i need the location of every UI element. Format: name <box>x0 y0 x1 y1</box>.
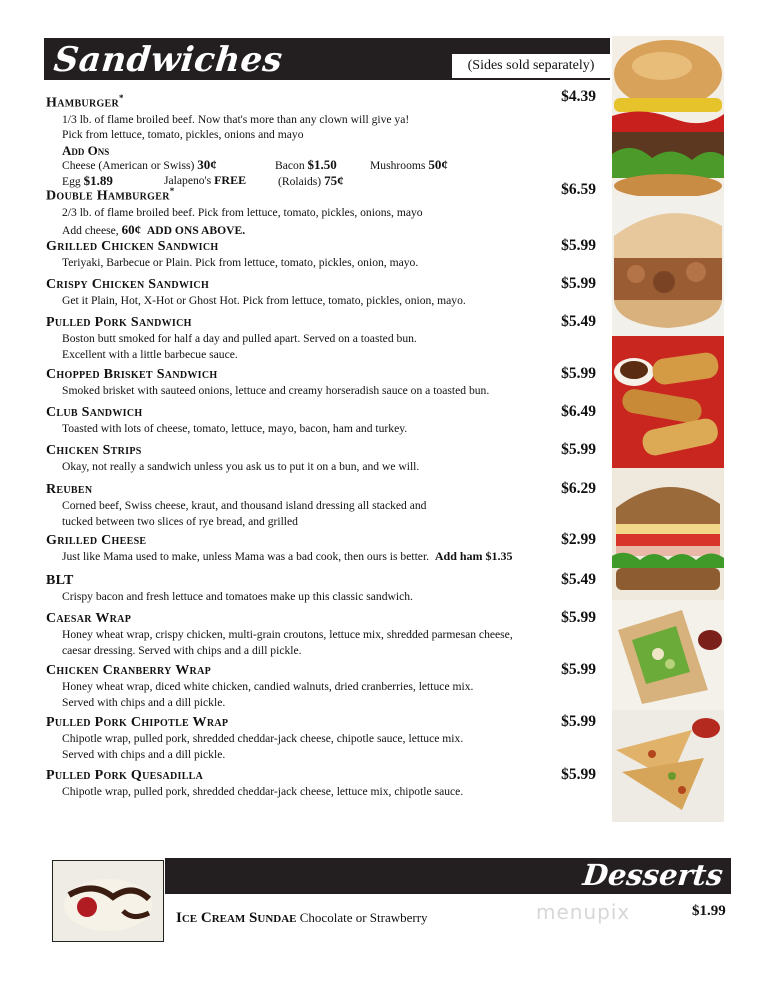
menu-item-crispy-chicken <box>46 277 596 309</box>
desserts-title: Desserts <box>581 858 725 892</box>
item-desc: Get it Plain, Hot, X-Hot or Ghost Hot. Pick from lettuce, tomato, pickles, onion, mayo. <box>62 294 466 307</box>
item-price: $6.29 <box>561 480 596 497</box>
item-name: Chopped Brisket Sandwich <box>46 367 218 382</box>
item-desc: Chipotle wrap, pulled pork, shredded cheddar-jack cheese, lettuce mix, chipotle sauce. <box>62 785 464 798</box>
menu-item-grilled-cheese <box>46 533 596 565</box>
dessert-price: $1.99 <box>692 903 726 919</box>
menu-item-pulled-pork-chipotle-wrap <box>46 715 596 762</box>
menu-item-chopped-brisket <box>46 367 596 399</box>
item-desc: Excellent with a little barbecue sauce. <box>62 347 238 361</box>
item-price: $5.99 <box>561 661 596 678</box>
item-desc: Teriyaki, Barbecue or Plain. Pick from lettuce, tomato, pickles, onion, mayo. <box>62 256 419 269</box>
item-extra: Add cheese, 60¢ ADD ONS ABOVE. <box>62 222 246 238</box>
item-desc: Crispy bacon and fresh lettuce and tomatoes make up this classic sandwich. <box>62 590 413 603</box>
item-name: Hamburger <box>46 95 120 111</box>
item-name: Club Sandwich <box>46 405 143 420</box>
item-name: Pulled Pork Chipotle Wrap <box>46 715 229 730</box>
addon-jalapeno: Jalapeno's FREE <box>164 172 247 187</box>
item-name: Chicken Strips <box>46 443 142 458</box>
quesadilla-photo <box>612 710 724 822</box>
item-name: BLT <box>46 573 74 588</box>
item-name: Pulled Pork Quesadilla <box>46 768 204 783</box>
chicken-strips-photo <box>612 336 724 468</box>
dessert-name: Ice Cream Sundae <box>176 910 297 926</box>
item-price: $5.99 <box>561 275 596 292</box>
item-desc: Just like Mama used to make, unless Mama was a bad cook, then ours is better. <box>62 550 430 563</box>
item-price: $5.99 <box>561 766 596 783</box>
menu-item-double-hamburger <box>46 183 596 239</box>
menu-item-caesar-wrap <box>46 611 596 658</box>
addon-mushrooms: Mushrooms 50¢ <box>370 156 448 172</box>
asterisk: * <box>119 93 124 103</box>
club-sandwich-photo <box>612 468 724 600</box>
add-ham: Add ham $1.35 <box>434 549 513 563</box>
item-desc: Served with chips and a dill pickle. <box>62 747 226 761</box>
desserts-banner <box>165 858 731 894</box>
menu-item-pulled-pork-quesadilla <box>46 768 596 800</box>
item-name: Pulled Pork Sandwich <box>46 315 192 330</box>
item-name: Reuben <box>46 482 93 497</box>
menu-item-chicken-strips <box>46 443 596 475</box>
menu-item-grilled-chicken <box>46 239 596 271</box>
item-desc: caesar dressing. Served with chips and a dill pickle. <box>62 643 302 657</box>
item-price: $5.99 <box>561 365 596 382</box>
burger-photo <box>612 36 724 196</box>
menu-item-reuben <box>46 482 596 529</box>
section-title: Sandwiches <box>51 40 285 80</box>
wrap-photo <box>612 600 724 710</box>
item-name: Caesar Wrap <box>46 611 132 626</box>
menupix-watermark: menupix <box>536 900 631 924</box>
item-name: Crispy Chicken Sandwich <box>46 277 210 292</box>
item-name: Double Hamburger <box>46 188 170 204</box>
item-price: $5.99 <box>561 441 596 458</box>
menu-item-club-sandwich <box>46 405 596 437</box>
addon-cheese: Cheese (American or Swiss) 30¢ <box>62 156 217 172</box>
item-price: $5.99 <box>561 237 596 254</box>
item-name: Grilled Cheese <box>46 533 147 548</box>
item-desc: Okay, not really a sandwich unless you ask us to put it on a bun, and we will. <box>62 460 420 473</box>
item-desc: Smoked brisket with sauteed onions, lettuce and creamy horseradish sauce on a toasted bun. <box>62 384 490 397</box>
item-name: Chicken Cranberry Wrap <box>46 663 211 678</box>
dessert-item <box>176 910 428 927</box>
item-desc: Chipotle wrap, pulled pork, shredded cheddar-jack cheese, chipotle sauce, lettuce mix. <box>62 732 464 745</box>
item-name: Grilled Chicken Sandwich <box>46 239 219 254</box>
item-price: $5.99 <box>561 609 596 626</box>
item-desc: tucked between two slices of rye bread, and grilled <box>62 514 298 528</box>
item-desc: Boston butt smoked for half a day and pulled apart. Served on a toasted bun. <box>62 332 417 345</box>
pulled-pork-photo <box>612 196 724 336</box>
menu-item-blt <box>46 573 596 605</box>
item-price: $5.49 <box>561 571 596 588</box>
item-desc: Corned beef, Swiss cheese, kraut, and thousand island dressing all stacked and <box>62 499 427 512</box>
addon-bacon: Bacon $1.50 <box>275 156 337 172</box>
sides-note: (Sides sold separately) <box>452 54 610 78</box>
item-desc: Toasted with lots of cheese, tomato, lettuce, mayo, bacon, ham and turkey. <box>62 422 408 435</box>
sundae-photo <box>52 860 164 942</box>
addons-block <box>62 143 596 187</box>
menu-item-chicken-cranberry-wrap <box>46 663 596 710</box>
item-desc: Honey wheat wrap, crispy chicken, multi-grain croutons, lettuce mix, shredded parmesan cheese, <box>62 628 513 641</box>
item-price: $5.49 <box>561 313 596 330</box>
item-desc: Served with chips and a dill pickle. <box>62 695 226 709</box>
item-desc: 2/3 lb. of flame broiled beef. Pick from lettuce, tomato, pickles, onions, mayo <box>62 205 423 219</box>
item-price: $6.59 <box>561 181 596 198</box>
sandwiches-banner <box>44 38 610 80</box>
item-price: $4.39 <box>561 88 596 105</box>
asterisk: * <box>169 186 175 196</box>
addons-heading: Add Ons <box>62 142 110 158</box>
item-price: $5.99 <box>561 713 596 730</box>
item-desc: 1/3 lb. of flame broiled beef. Now that's more than any clown will give ya! <box>62 112 410 126</box>
item-price: $2.99 <box>561 531 596 548</box>
item-price: $6.49 <box>561 403 596 420</box>
item-desc: Pick from lettuce, tomato, pickles, onions and mayo <box>62 128 304 142</box>
menu-item-pulled-pork <box>46 315 596 362</box>
menu-item-hamburger <box>46 90 596 187</box>
addon-rolaids: (Rolaids) 75¢ <box>278 172 344 188</box>
addon-egg: Egg $1.89 <box>62 172 113 188</box>
item-desc: Honey wheat wrap, diced white chicken, candied walnuts, dried cranberries, lettuce mix. <box>62 680 474 693</box>
dessert-desc: Chocolate or Strawberry <box>299 910 428 925</box>
photo-column <box>612 36 724 822</box>
